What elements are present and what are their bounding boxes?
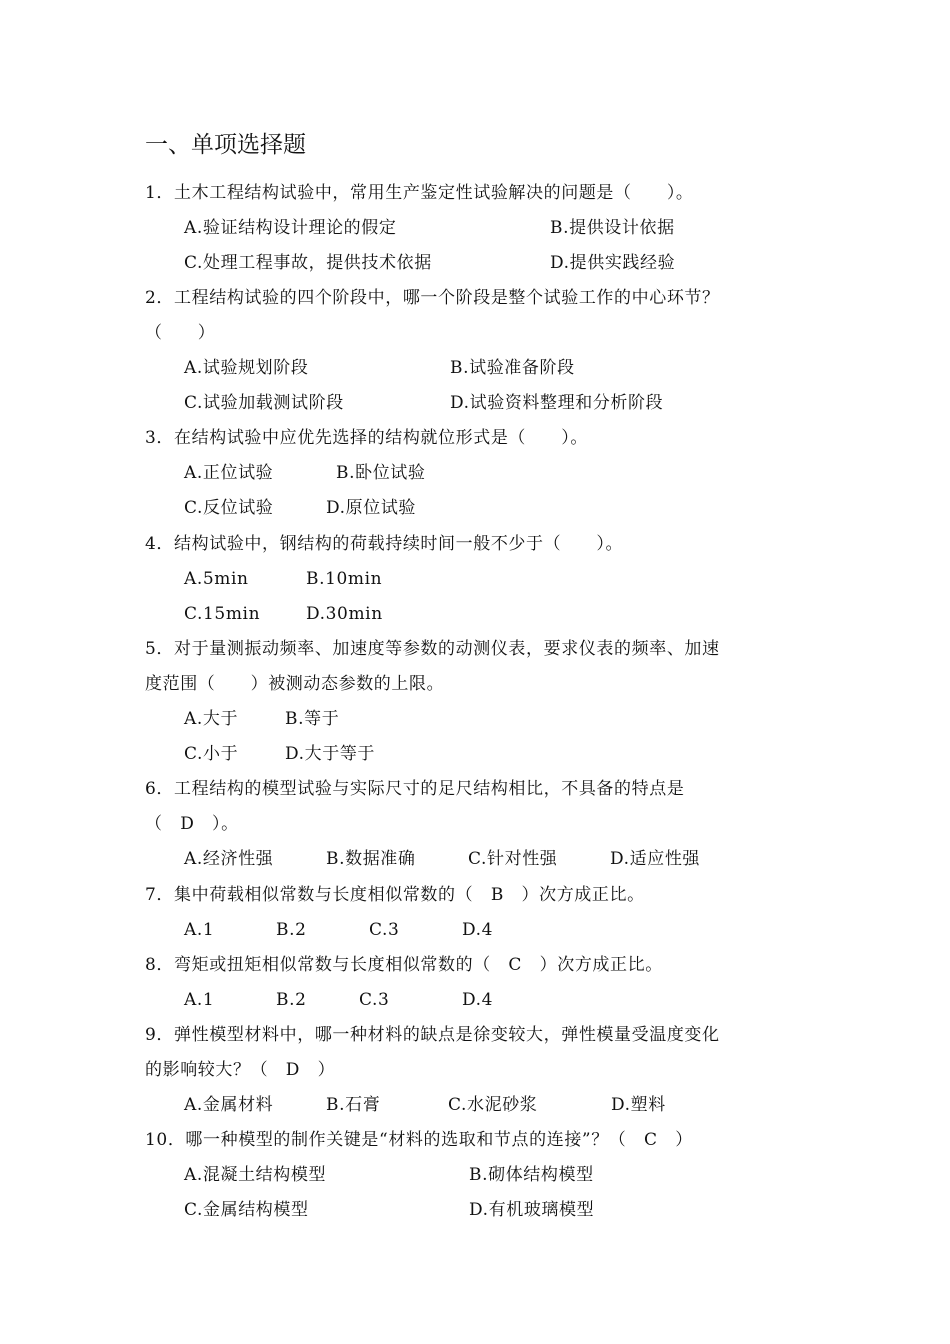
question-4-option-b: B.10min (306, 569, 383, 589)
question-2-option-d: D.试验资料整理和分析阶段 (450, 393, 664, 413)
question-7-option-a: A.1 (184, 920, 215, 940)
question-6-option-a: A.经济性强 (184, 849, 274, 869)
question-3-option-a: A.正位试验 (184, 463, 274, 483)
question-9-option-a: A.金属材料 (184, 1095, 274, 1115)
question-6-option-c: C.针对性强 (468, 849, 558, 869)
question-5-option-b: B.等于 (285, 709, 340, 729)
question-9-stem-cont: 的影响较大？（ D ） (145, 1060, 336, 1080)
question-1-option-c: C.处理工程事故，提供技术依据 (184, 253, 432, 273)
question-6-option-b: B.数据准确 (326, 849, 416, 869)
question-5-option-a: A.大于 (184, 709, 239, 729)
question-8-option-d: D.4 (462, 990, 494, 1010)
question-7-option-b: B.2 (276, 920, 307, 940)
question-8-option-b: B.2 (276, 990, 307, 1010)
question-1-option-a: A.验证结构设计理论的假定 (184, 218, 397, 238)
question-7-stem: 7．集中荷载相似常数与长度相似常数的（ B ）次方成正比。 (145, 885, 645, 905)
question-2-option-c: C.试验加载测试阶段 (184, 393, 344, 413)
question-1-option-d: D.提供实践经验 (550, 253, 676, 273)
question-7-option-c: C.3 (369, 920, 400, 940)
question-2-option-b: B.试验准备阶段 (450, 358, 575, 378)
question-8-option-a: A.1 (184, 990, 215, 1010)
question-2-stem-cont: （ ） (145, 323, 216, 343)
question-4-option-c: C.15min (184, 604, 261, 624)
question-1-option-b: B.提供设计依据 (550, 218, 675, 238)
question-9-option-d: D.塑料 (611, 1095, 666, 1115)
section-title: 一、单项选择题 (145, 132, 306, 158)
question-6-stem-cont: （ D ）。 (145, 814, 239, 834)
question-2-option-a: A.试验规划阶段 (184, 358, 309, 378)
question-6-stem: 6．工程结构的模型试验与实际尺寸的足尺结构相比，不具备的特点是 (145, 779, 685, 799)
question-8-option-c: C.3 (359, 990, 390, 1010)
question-3-option-d: D.原位试验 (326, 498, 417, 518)
question-9-option-c: C.水泥砂浆 (448, 1095, 538, 1115)
question-8-stem: 8．弯矩或扭矩相似常数与长度相似常数的（ C ）次方成正比。 (145, 955, 663, 975)
question-3-option-b: B.卧位试验 (336, 463, 426, 483)
question-2-stem: 2．工程结构试验的四个阶段中，哪一个阶段是整个试验工作的中心环节？ (145, 288, 720, 308)
question-5-option-d: D.大于等于 (285, 744, 376, 764)
question-10-option-d: D.有机玻璃模型 (469, 1200, 595, 1220)
question-9-option-b: B.石膏 (326, 1095, 381, 1115)
question-3-option-c: C.反位试验 (184, 498, 274, 518)
question-4-option-a: A.5min (184, 569, 249, 589)
question-4-option-d: D.30min (306, 604, 383, 624)
question-10-option-b: B.砌体结构模型 (469, 1165, 594, 1185)
question-10-stem: 10．哪一种模型的制作关键是“材料的选取和节点的连接”？（ C ） (145, 1130, 693, 1150)
question-9-stem: 9．弹性模型材料中，哪一种材料的缺点是徐变较大，弹性模量受温度变化 (145, 1025, 720, 1045)
question-5-stem: 5．对于量测振动频率、加速度等参数的动测仪表，要求仪表的频率、加速 (145, 639, 720, 659)
question-3-stem: 3．在结构试验中应优先选择的结构就位形式是（ ）。 (145, 428, 588, 448)
question-5-option-c: C.小于 (184, 744, 239, 764)
question-4-stem: 4．结构试验中，钢结构的荷载持续时间一般不少于（ ）。 (145, 534, 624, 554)
question-10-option-c: C.金属结构模型 (184, 1200, 309, 1220)
question-6-option-d: D.适应性强 (610, 849, 701, 869)
question-7-option-d: D.4 (462, 920, 494, 940)
question-1-stem: 1．土木工程结构试验中，常用生产鉴定性试验解决的问题是（ ）。 (145, 183, 694, 203)
question-10-option-a: A.混凝土结构模型 (184, 1165, 327, 1185)
question-5-stem-cont: 度范围（ ）被测动态参数的上限。 (145, 674, 445, 694)
